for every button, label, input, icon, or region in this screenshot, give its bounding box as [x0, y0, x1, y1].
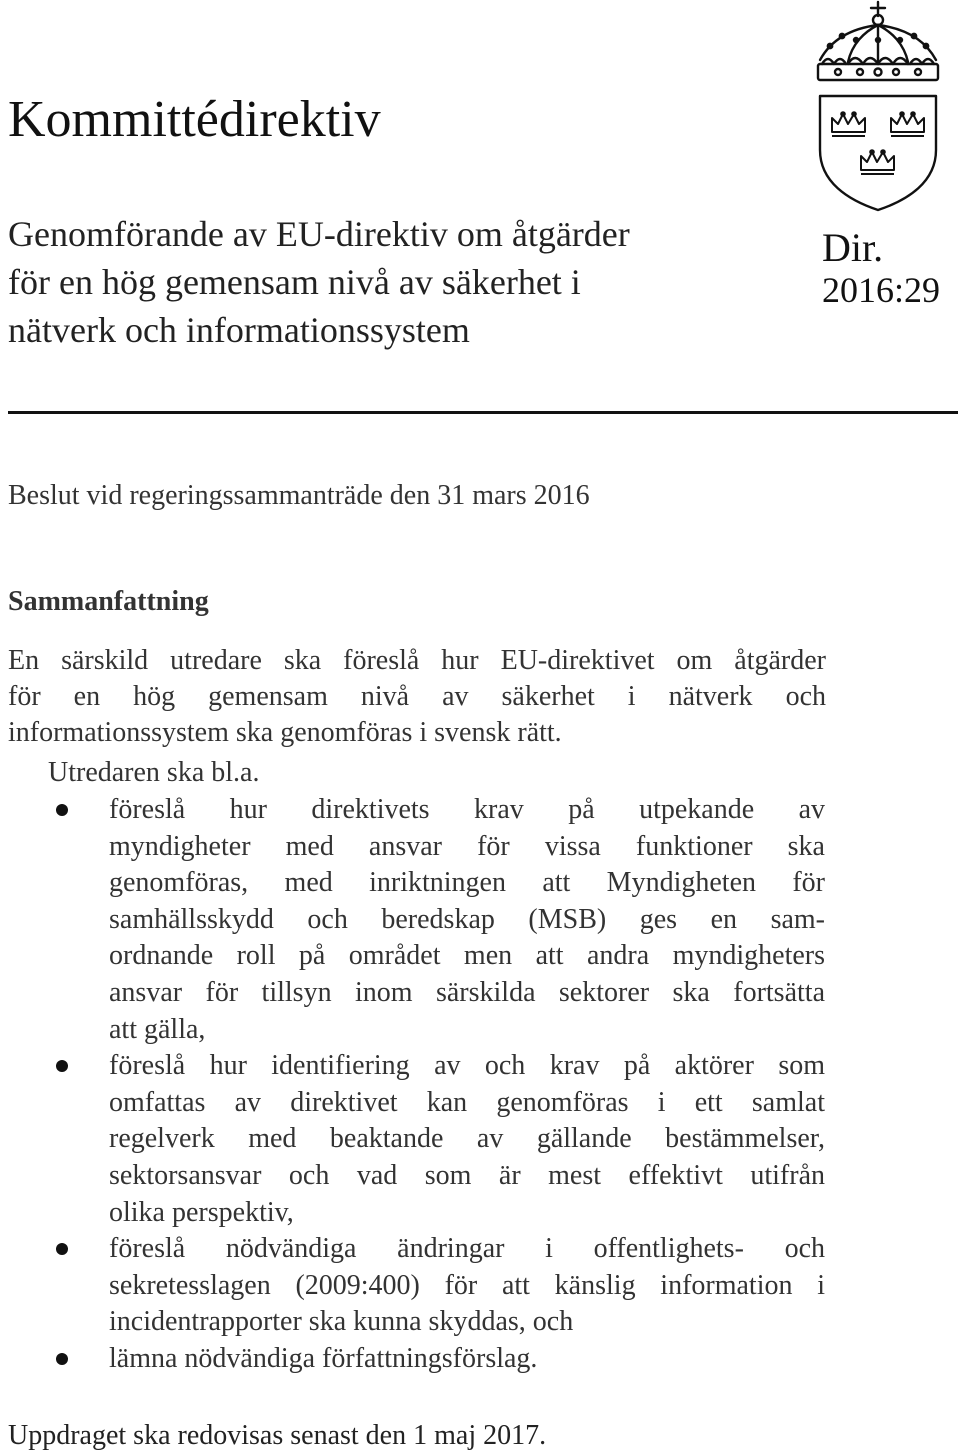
decision-date-line: Beslut vid regeringssammanträde den 31 mars 2016 [8, 480, 590, 511]
list-item-line: samhällsskydd och beredskap (MSB) ges en sam- [109, 903, 825, 935]
list-item-text [109, 1341, 825, 1378]
task-list [0, 792, 960, 1378]
bullet-icon [56, 1060, 68, 1072]
bullet-icon [56, 1243, 68, 1255]
summary-paragraph [8, 643, 826, 751]
coat-of-arms-icon [808, 0, 948, 212]
list-item-line: omfattas av direktivet kan genomföras i ett samlat [109, 1086, 825, 1118]
list-item [0, 1048, 960, 1231]
summary-line: för en hög gemensam nivå av säkerhet i nätverk och [8, 681, 826, 712]
header-divider [8, 411, 958, 414]
list-item-text [109, 792, 825, 1048]
document-title: Kommittédirektiv [8, 91, 381, 148]
summary-line: En särskild utredare ska föreslå hur EU-direktivet om åtgärder [8, 645, 826, 676]
list-item-line: regelverk med beaktande av gällande bestämmelser, [109, 1123, 825, 1155]
list-item-line: sekretesslagen (2009:400) för att känslig information i [109, 1269, 825, 1301]
list-item [0, 1341, 960, 1378]
list-item-line: föreslå hur identifiering av och krav på aktörer som [109, 1050, 825, 1082]
list-item-text [109, 1231, 825, 1341]
subtitle-line: för en hög gemensam nivå av säkerhet i [8, 262, 581, 302]
directive-label: Dir. [822, 225, 884, 270]
document-subtitle [8, 210, 788, 354]
list-item-line: föreslå nödvändiga ändringar i offentlighets- och [109, 1233, 825, 1265]
list-item-line: ordnande roll på området men att andra myndigheters [109, 940, 825, 972]
list-item-line: incidentrapporter ska kunna skyddas, och [109, 1306, 574, 1338]
list-item-line: att gälla, [109, 1013, 206, 1045]
subtitle-line: Genomförande av EU-direktiv om åtgärder [8, 214, 630, 254]
list-item-line: myndigheter med ansvar för vissa funktioner ska [109, 830, 825, 862]
list-item-line: olika perspektiv, [109, 1196, 294, 1228]
list-item-text [109, 1048, 825, 1231]
task-intro: Utredaren ska bl.a. [48, 757, 260, 788]
list-item-line: lämna nödvändiga författningsförslag. [109, 1342, 538, 1374]
summary-line: informationssystem ska genomföras i svensk rätt. [8, 717, 562, 748]
deadline-line: Uppdraget ska redovisas senast den 1 maj 2017. [8, 1420, 547, 1451]
bullet-icon [56, 1353, 68, 1365]
directive-number: 2016:29 [822, 270, 941, 310]
list-item-line: ansvar för tillsyn inom särskilda sektorer ska fortsätta [109, 976, 825, 1008]
bullet-icon [56, 804, 68, 816]
section-heading-summary: Sammanfattning [8, 586, 209, 617]
subtitle-line: nätverk och informationssystem [8, 310, 470, 350]
list-item [0, 1231, 960, 1341]
list-item [0, 792, 960, 1048]
list-item-line: sektorsansvar och vad som är mest effektivt utifrån [109, 1159, 825, 1191]
list-item-line: genomföras, med inriktningen att Myndigheten för [109, 867, 825, 899]
list-item-line: föreslå hur direktivets krav på utpekande av [109, 794, 825, 825]
